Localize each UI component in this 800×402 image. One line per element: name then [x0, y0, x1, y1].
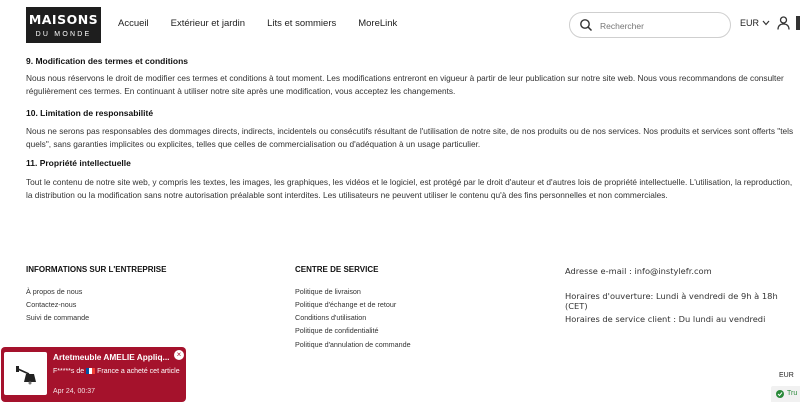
section-text-10: Nous ne serons pas responsables des dommages directs, indirects, incidentels ou consécutifs résultant de l'utilisation de notre site, de nos produits ou de nos services. Nos produits et services sont offerts "tels quels", sans garanties implicites ou explicites, telles que celles de commercialisation ou d'adéquation à un usage particulier.	[26, 126, 794, 149]
footer-link-cancellation[interactable]: Politique d'annulation de commande	[295, 340, 411, 349]
france-flag-icon	[86, 368, 95, 374]
footer-link-returns[interactable]: Politique d'échange et de retour	[295, 300, 397, 309]
footer-link-privacy[interactable]: Politique de confidentialité	[295, 326, 379, 335]
section-title-9: 9. Modification des termes et conditions	[26, 56, 188, 66]
footer-link-contact[interactable]: Contactez-nous	[26, 300, 77, 309]
search-box[interactable]	[569, 12, 731, 38]
section-title-10: 10. Limitation de responsabilité	[26, 108, 154, 118]
product-thumbnail	[4, 352, 47, 395]
footer-link-terms[interactable]: Conditions d'utilisation	[295, 313, 367, 322]
trust-badge[interactable]	[771, 386, 800, 402]
buyer-name: F*****s de	[53, 368, 85, 375]
section-text-11: Tout le contenu de notre site web, y compris les textes, les images, les graphiques, les vidéos et le logiciel, est protégé par le droit d'auteur et d'autres lois de propriété intellectuelle. L'utilisation, la reproduction, la distribution ou la modification sans notre autorisation préalable sont interdites. Les utilisateurs ne peuvent utiliser le contenu qu'à des fins personnelles et non commerciales.	[26, 177, 793, 200]
search-icon	[579, 18, 593, 32]
notification-product-title[interactable]: Artetmeuble AMELIE Appliq...	[53, 352, 170, 362]
footer-opening-hours: Horaires d'ouverture: Lundi à vendredi de 9h à 18h (CET)	[565, 291, 778, 311]
footer-email: Adresse e-mail : info@instylefr.com	[565, 266, 712, 276]
search-input[interactable]	[598, 17, 722, 34]
site-header	[0, 0, 800, 50]
section-title-11: 11. Propriété intellectuelle	[26, 158, 131, 168]
currency-selector[interactable]: EUR	[740, 18, 760, 28]
footer-service-title: CENTRE DE SERVICE	[295, 265, 379, 274]
footer-link-about[interactable]: À propos de nous	[26, 287, 83, 296]
main-nav	[118, 18, 397, 29]
nav-item-morelink[interactable]: MoreLink	[358, 18, 398, 29]
footer-link-tracking[interactable]: Suivi de commande	[26, 313, 90, 322]
logo-line1: MAISONS	[28, 12, 99, 27]
notification-time: Apr 24, 00:37	[53, 388, 96, 395]
shield-check-icon	[776, 390, 784, 398]
close-icon[interactable]: ×	[174, 350, 184, 360]
nav-item-exterieur[interactable]: Extérieur et jardin	[170, 18, 246, 29]
cart-icon[interactable]	[796, 16, 800, 30]
section-text-9: Nous nous réservons le droit de modifier ces termes et conditions à tout moment. Les modifications entreront en vigueur à partir de leur publication sur notre site web. Nous vous recommandons de consulter régulièrement ces termes. En continuant à utiliser notre site après une modification, vous acceptez les changements.	[26, 73, 784, 96]
site-logo[interactable]	[26, 7, 101, 43]
trust-badge-label: Tru	[787, 390, 798, 397]
notification-message	[53, 367, 181, 377]
logo-line2: DU MONDE	[35, 31, 92, 38]
user-icon[interactable]	[777, 16, 790, 30]
nav-item-accueil[interactable]: Accueil	[118, 18, 149, 29]
currency-switcher[interactable]: EUR	[779, 372, 794, 379]
purchase-notification[interactable]	[1, 347, 186, 402]
footer-service-hours: Horaires de service client : Du lundi au vendredi	[565, 314, 766, 324]
footer-company-title: INFORMATIONS SUR L'ENTREPRISE	[26, 265, 167, 274]
lamp-icon	[4, 352, 47, 395]
nav-item-lits[interactable]: Lits et sommiers	[267, 18, 337, 29]
notification-text: France a acheté cet article	[97, 368, 180, 375]
footer-link-delivery[interactable]: Politique de livraison	[295, 287, 361, 296]
chevron-down-icon[interactable]	[761, 18, 771, 28]
